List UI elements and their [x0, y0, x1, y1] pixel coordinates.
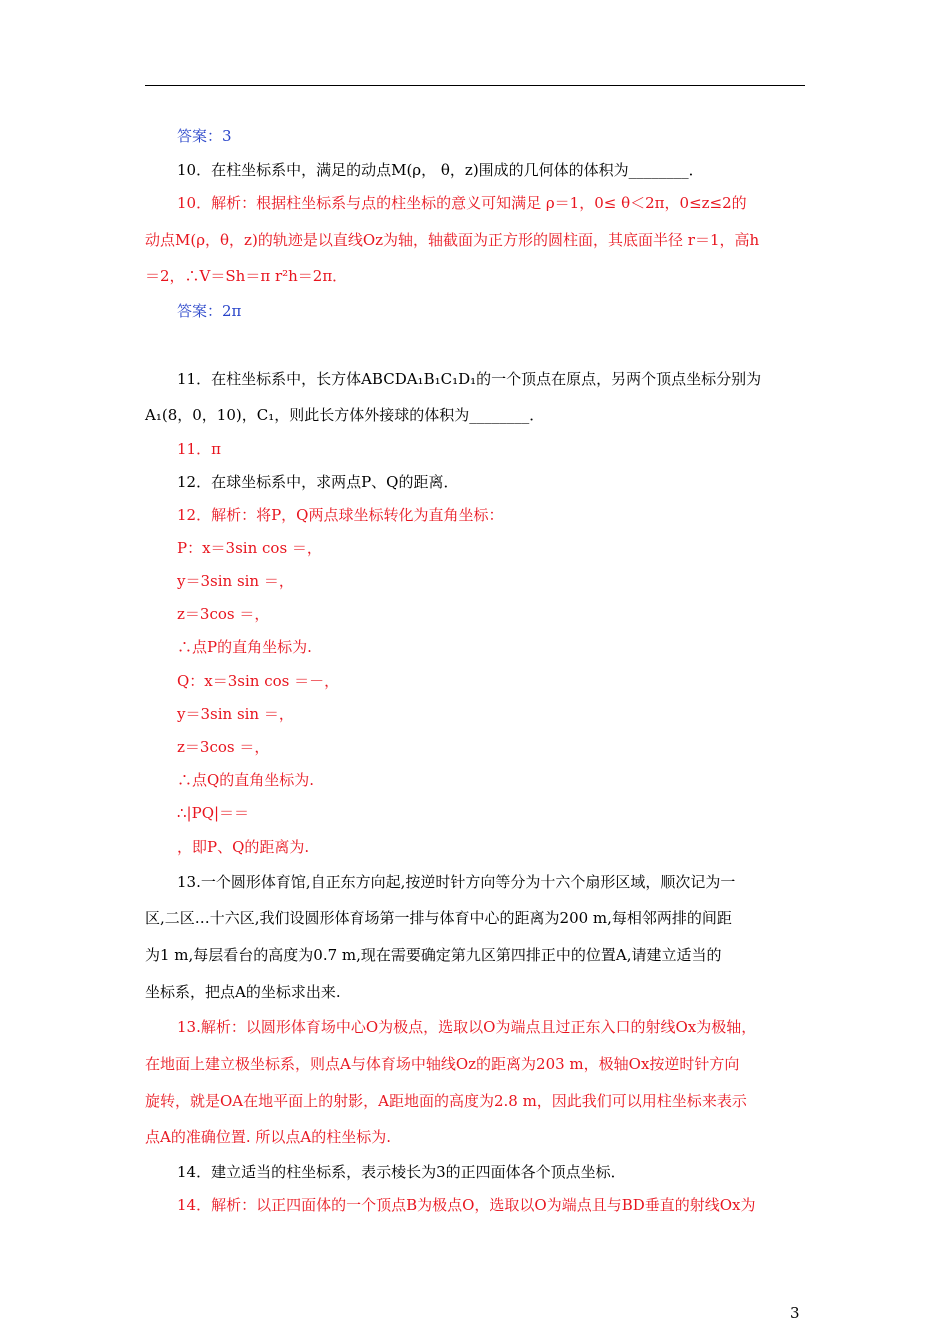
solution-12-q-coords: ∴点Q的直角坐标为.: [177, 771, 315, 789]
solution-12-p-y: y＝3sin sin ＝，: [177, 572, 294, 590]
solution-12-q-y: y＝3sin sin ＝，: [177, 705, 294, 723]
solution-13-line-2: 在地面上建立极坐标系，则点A与体育场中轴线Oz的距离为203 m，极轴Ox按逆时针方向: [145, 1055, 740, 1073]
question-11-line-2: A₁(8，0，10)，C₁，则此长方体外接球的体积为________．: [145, 406, 545, 424]
question-13-line-4: 坐标系，把点A的坐标求出来.: [145, 983, 341, 1001]
question-12: 12．在球坐标系中，求两点P、Q的距离．: [177, 473, 459, 491]
header-rule: [145, 85, 805, 86]
answer-9: 答案：3: [177, 127, 232, 145]
solution-12-intro: 12．解析：将P，Q两点球坐标转化为直角坐标：: [177, 506, 504, 524]
question-13-line-3: 为1 m,每层看台的高度为0.7 m,现在需要确定第九区第四排正中的位置A,请建立适当的: [145, 946, 722, 964]
solution-12-distance-formula: ∴|PQ|＝＝: [177, 804, 250, 822]
solution-12-q-x: Q：x＝3sin cos ＝－，: [177, 672, 340, 690]
question-13-line-2: 区,二区…十六区,我们设圆形体育场第一排与体育中心的距离为200 m,每相邻两排的间距: [145, 909, 732, 927]
solution-14-line-1: 14．解析：以正四面体的一个顶点B为极点O，选取以O为端点且与BD垂直的射线Ox为: [177, 1196, 756, 1214]
solution-12-q-z: z＝3cos ＝，: [177, 738, 270, 756]
solution-13-line-1: 13.解析：以圆形体育场中心O为极点，选取以O为端点且过正东入口的射线Ox为极轴，: [177, 1018, 757, 1036]
solution-10-line-2: 动点M(ρ，θ，z)的轨迹是以直线Oz为轴，轴截面为正方形的圆柱面，其底面半径 r＝1，高h: [145, 231, 760, 249]
question-13-line-1: 13.一个圆形体育馆,自正东方向起,按逆时针方向等分为十六个扇形区域，顺次记为一: [177, 873, 736, 891]
solution-13-line-3: 旋转，就是OA在地平面上的射影，A距地面的高度为2.8 m，因此我们可以用柱坐标来表示: [145, 1092, 747, 1110]
solution-12-p-z: z＝3cos ＝，: [177, 605, 270, 623]
answer-11: 11．π: [177, 440, 221, 458]
solution-12-p-x: P：x＝3sin cos ＝，: [177, 539, 322, 557]
solution-10-line-3: ＝2，∴V＝Sh＝π r²h＝2π．: [145, 267, 348, 285]
question-10: 10．在柱坐标系中，满足的动点M(ρ， θ，z)围成的几何体的体积为________．: [177, 161, 704, 179]
question-14: 14．建立适当的柱坐标系，表示棱长为3的正四面体各个顶点坐标．: [177, 1163, 626, 1181]
solution-12-p-coords: ∴点P的直角坐标为.: [177, 638, 312, 656]
solution-12-distance-result: ，即P、Q的距离为.: [177, 838, 310, 856]
page-number: 3: [790, 1304, 800, 1322]
question-11-line-1: 11．在柱坐标系中，长方体ABCDA₁B₁C₁D₁的一个顶点在原点，另两个顶点坐标分别为: [177, 370, 762, 388]
answer-10: 答案：2π: [177, 302, 242, 320]
solution-13-line-4: 点A的准确位置. 所以点A的柱坐标为.: [145, 1128, 391, 1146]
solution-10-line-1: 10．解析：根据柱坐标系与点的柱坐标的意义可知满足 ρ＝1，0≤ θ＜2π，0≤z≤2的: [177, 194, 747, 212]
